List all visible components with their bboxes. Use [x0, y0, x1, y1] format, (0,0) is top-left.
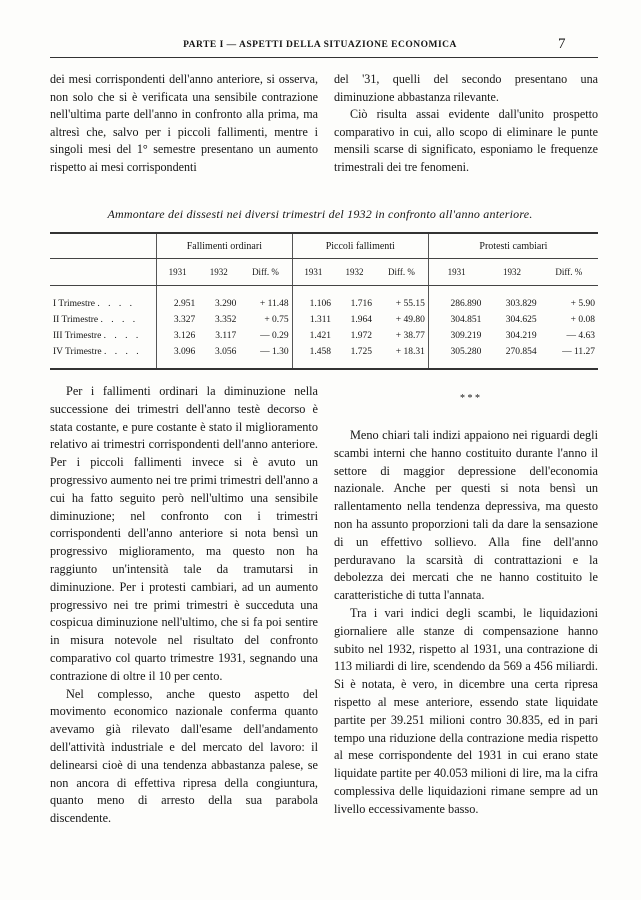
column-header: 1931	[428, 259, 484, 286]
body-paragraph: Ciò risulta assai evidente dall'unito prospetto comparativo in cui, allo scopo di eliminare le punte mensili scarse di significato, esponiamo le frequenze trimestrali dei tre fenomeni.	[334, 107, 598, 174]
table-cell: — 4.63	[566, 331, 595, 341]
column-header: 1931	[157, 259, 199, 286]
table-cell: 2.951	[157, 286, 199, 313]
table-group-header-row	[50, 233, 598, 259]
bottom-right-column	[334, 427, 598, 819]
top-left-column	[50, 71, 318, 177]
body-paragraph: Tra i vari indici degli scambi, le liquidazioni giornaliere alle stanze di compensazione hanno subito nel 1932, rispetto al 1931, una contrazione di 113 miliardi di lire, scendendo da 569 a 456 miliardi. Si è notata, è vero, in dicembre una certa ripresa rispetto al mese anteriore, essendo state liquidate partite per 39.251 milioni contro 30.835, ed in pari tempo una riduzione della contrazione media rispetto al mese corrispondente del 1931 in cui erano state liquidate partite per 40.053 milioni di lire, ma la cifra complessiva delle liquidazioni rimane sempre ad un livello eccessivamente basso.	[334, 605, 598, 816]
row-label: I Trimestre . . . .	[53, 299, 135, 309]
table-cell: + 0.75	[264, 315, 289, 325]
table-cell: 303.829	[505, 299, 537, 309]
group-header: Piccoli fallimenti	[292, 233, 428, 259]
group-header: Fallimenti ordinari	[157, 233, 293, 259]
table-cell: 1.716	[350, 299, 372, 309]
section-break-asterisks: * * *	[460, 393, 480, 404]
table-cell: 1.972	[350, 331, 372, 341]
group-header: Protesti cambiari	[428, 233, 598, 259]
quarterly-table	[50, 232, 598, 370]
page-number: 7	[558, 36, 566, 52]
table-cell: + 11.48	[259, 299, 289, 309]
table-cell: + 38.77	[395, 331, 425, 341]
column-header: Diff. %	[375, 259, 428, 286]
stats-table	[50, 232, 598, 370]
running-head	[0, 36, 641, 56]
column-header: 1931	[292, 259, 334, 286]
table-cell: 1.311	[292, 312, 334, 328]
table-cell: 3.126	[157, 328, 199, 344]
row-label: IV Trimestre . . . .	[53, 347, 142, 357]
table-cell: + 55.15	[395, 299, 425, 309]
table-cell: 304.219	[505, 331, 537, 341]
body-paragraph: del '31, quelli del secondo presentano una diminuzione abbastanza rilevante.	[334, 72, 598, 104]
header-rule	[50, 57, 598, 58]
table-cell: 270.854	[505, 347, 537, 357]
table-cell: 3.117	[215, 331, 237, 341]
table-cell: + 5.90	[570, 299, 595, 309]
table-cell: 1.725	[350, 347, 372, 357]
top-right-column	[334, 71, 598, 177]
table-cell: 286.890	[428, 286, 484, 313]
body-paragraph: Meno chiari tali indizi appaiono nei riguardi degli scambi interni che hanno costituito durante l'anno il settore di maggior depressione dell'economia nazionale. Anche per questi si nota bensì un rallentamento nella tendenza depressiva, ma questo non ha assunto proporzioni tali da dare la sensazione di un effettivo sollievo. Alla fine dell'anno perduravano la scarsità di contrattazioni e la debolezza dei mercati che ne hanno costituito le caratteristiche di tutta l'annata.	[334, 428, 598, 603]
column-header: 1932	[198, 259, 239, 286]
table-cell: 3.096	[157, 344, 199, 369]
table-cell: 3.352	[214, 315, 237, 325]
table-cell: 304.625	[505, 315, 537, 325]
bottom-left-column	[50, 383, 318, 828]
table-cell: — 0.29	[260, 331, 289, 341]
column-header: 1932	[334, 259, 375, 286]
table-cell: 1.106	[292, 286, 334, 313]
empty-header-cell	[50, 233, 157, 259]
table-cell: 305.280	[428, 344, 484, 369]
body-paragraph: dei mesi corrispondenti dell'anno anteriore, si osserva, non solo che si è verificata una sensibile contrazione nell'ultima parte dell'anno in confronto alla prima, ma altresì che, salvo per i piccoli fallimenti, mentre i singoli mesi del 1° semestre presentano un aumento rispetto ai mesi corrispondenti	[50, 72, 318, 174]
table-row	[50, 286, 598, 313]
table-row	[50, 312, 598, 328]
column-header: 1932	[484, 259, 539, 286]
table-cell: 1.421	[292, 328, 334, 344]
table-row	[50, 344, 598, 369]
body-paragraph: Nel complesso, anche questo aspetto del movimento economico nazionale conferma quanto avevamo già rilevato dall'esame dell'andamento dell'attività industriale e del mercato del lavoro: il delinearsi cioè di una tendenza abbastanza palese, se non ancora di effettiva ripresa della congiuntura, quanto meno di arresto della sua parabola discendente.	[50, 686, 318, 826]
table-cell: 1.964	[350, 315, 372, 325]
table-cell: + 18.31	[395, 347, 425, 357]
table-caption: Ammontare dei dissesti nei diversi trimestri del 1932 in confronto all'anno anteriore.	[107, 207, 533, 221]
column-header: Diff. %	[540, 259, 598, 286]
row-label: III Trimestre . . . .	[53, 331, 142, 341]
table-cell: 3.290	[214, 299, 237, 309]
table-cell: 1.458	[292, 344, 334, 369]
body-paragraph: Per i fallimenti ordinari la diminuzione nella successione dei trimestri dell'anno testè decorso è stata costante, e pure costante è stato il miglioramento relativo ai trimestri corrispondenti dell'anno anteriore. Per i piccoli fallimenti invece si è avuto un progressivo aumento nei tre primi trimestri dell'anno a cui ha fatto seguito però nell'ultimo una sensibile diminuzione; nel confronto con i trimestri corrispondenti dell'anno anteriore si nota bensì un progressivo miglioramento, ma questo non ha raggiunto un'intensità tale da tramutarsi in diminuzione. Per i protesti cambiari, ad un aumento progressivo nei tre primi trimestri è succeduta una cospicua diminuzione nell'ultimo, che si fa poi sentire in misura notevole nel risultato del confronto comparativo col quarto trimestre 1931, segnando una contrazione di oltre il 10 per cento.	[50, 384, 318, 683]
table-cell: — 11.27	[562, 347, 595, 357]
column-header: Diff. %	[239, 259, 292, 286]
table-cell: 309.219	[428, 328, 484, 344]
table-cell: 3.056	[214, 347, 237, 357]
table-sub-header-row	[50, 259, 598, 286]
table-cell: — 1.30	[260, 347, 289, 357]
empty-header-cell	[50, 259, 157, 286]
running-head-title: PARTE I — ASPETTI DELLA SITUAZIONE ECONOMICA	[183, 40, 457, 50]
row-label: II Trimestre . . . .	[53, 315, 139, 325]
table-cell: 304.851	[428, 312, 484, 328]
table-cell: + 49.80	[395, 315, 425, 325]
table-cell: 3.327	[157, 312, 199, 328]
table-cell: + 0.08	[570, 315, 595, 325]
table-row	[50, 328, 598, 344]
